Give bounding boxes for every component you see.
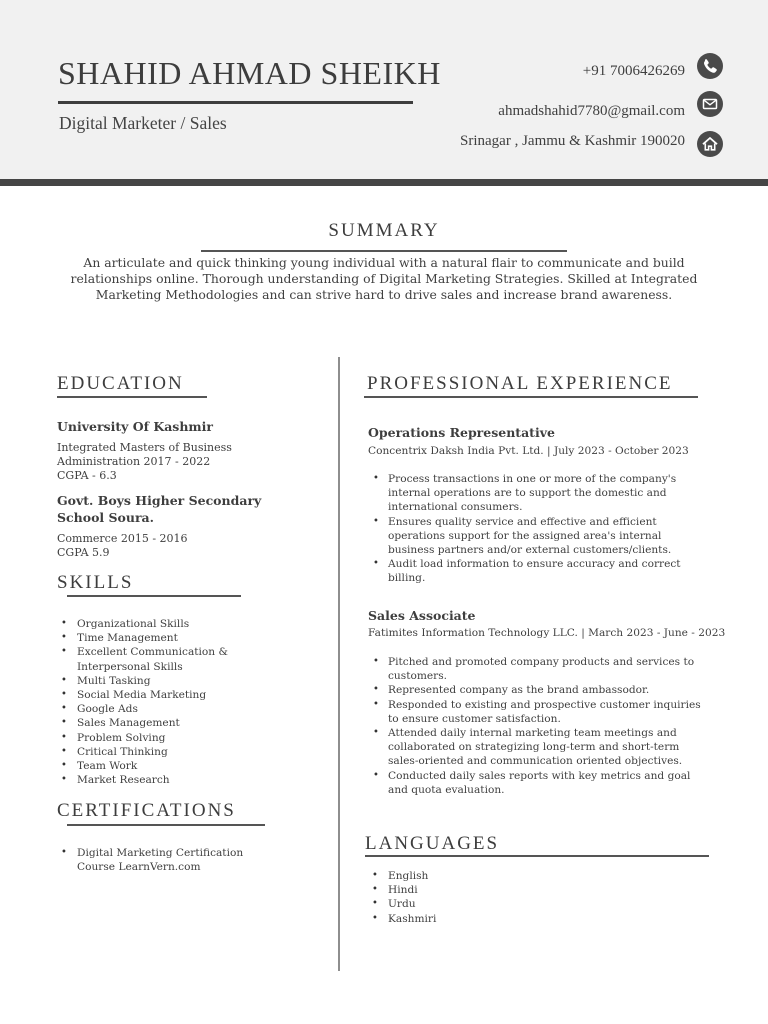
list-item: • Social Media Marketing: [57, 688, 237, 702]
email-address: ahmadshahid7780@gmail.com: [498, 103, 685, 119]
name-underline: [58, 101, 413, 104]
list-item: • Time Management: [57, 631, 237, 645]
column-divider: [338, 357, 340, 971]
list-item: • Hindi: [368, 883, 518, 897]
list-item: • Represented company as the brand ambassodor.: [368, 683, 708, 697]
education-title: EDUCATION: [57, 373, 184, 394]
education-rule: [57, 396, 207, 398]
list-item: • English: [368, 869, 518, 883]
education-institution: Govt. Boys Higher Secondary School Soura.: [57, 493, 262, 525]
list-item: • Multi Tasking: [57, 674, 237, 688]
summary-title: SUMMARY: [328, 220, 440, 241]
education-detail: Integrated Masters of Business: [57, 441, 232, 454]
education-detail: CGPA 5.9: [57, 546, 110, 559]
home-address: Srinagar , Jammu & Kashmir 190020: [460, 133, 685, 149]
certifications-list: [57, 846, 257, 874]
education-detail: Administration 2017 - 2022: [57, 455, 211, 468]
mail-icon: [697, 91, 723, 117]
list-item: • Attended daily internal marketing team meetings and collaborated on strategizing long-term and short-term sales-oriented and communication oriented objectives.: [368, 726, 708, 769]
experience-rule: [364, 396, 698, 398]
list-item: • Market Research: [57, 773, 237, 787]
list-item: • Urdu: [368, 897, 518, 911]
skills-rule: [67, 595, 241, 597]
job-bullets: [368, 655, 708, 797]
experience-title: PROFESSIONAL EXPERIENCE: [367, 373, 673, 394]
languages-title: LANGUAGES: [365, 833, 500, 854]
phone-icon: [697, 53, 723, 79]
phone-number: +91 7006426269: [582, 63, 685, 79]
list-item: • Ensures quality service and effective and efficient operations support for the assigned area's internal business partners and/or external customers/clients.: [368, 515, 708, 558]
list-item: • Team Work: [57, 759, 237, 773]
list-item: • Kashmiri: [368, 912, 518, 926]
languages-list: [368, 869, 518, 926]
certifications-rule: [67, 824, 265, 826]
job-company-dates: Fatimites Information Technology LLC. | March 2023 - June - 2023: [368, 627, 726, 639]
languages-rule: [365, 855, 709, 857]
job-title: Sales Associate: [368, 608, 476, 623]
candidate-name: SHAHID AHMAD SHEIKH: [58, 55, 441, 91]
list-item: • Responded to existing and prospective customer inquiries to ensure customer satisfaction.: [368, 698, 708, 726]
list-item: • Organizational Skills: [57, 617, 237, 631]
summary-rule: [201, 250, 567, 252]
job-title: Operations Representative: [368, 425, 555, 440]
education-detail: CGPA - 6.3: [57, 469, 117, 482]
home-icon: [697, 131, 723, 157]
list-item: • Pitched and promoted company products and services to customers.: [368, 655, 708, 683]
certifications-title: CERTIFICATIONS: [57, 800, 236, 821]
summary-text: An articulate and quick thinking young individual with a natural flair to communicate and build relationships online. Thorough understanding of Digital Marketing Strategies. Skilled at Integrated Marketing Methodologies and can strive hard to drive sales and increase brand awareness.: [70, 255, 698, 302]
list-item: • Conducted daily sales reports with key metrics and goal and quota evaluation.: [368, 769, 708, 797]
job-bullets: [368, 472, 708, 586]
list-item: • Sales Management: [57, 716, 237, 730]
list-item: • Excellent Communication & Interpersonal Skills: [57, 645, 237, 673]
list-item: • Audit load information to ensure accuracy and correct billing.: [368, 557, 708, 585]
candidate-tagline: Digital Marketer / Sales: [59, 113, 227, 133]
education-detail: Commerce 2015 - 2016: [57, 532, 188, 545]
header-bottom-bar: [0, 179, 768, 186]
list-item: • Critical Thinking: [57, 745, 237, 759]
list-item: • Digital Marketing Certification Course LearnVern.com: [57, 846, 257, 874]
list-item: • Problem Solving: [57, 731, 237, 745]
skills-title: SKILLS: [57, 572, 134, 593]
education-institution: University Of Kashmir: [57, 419, 213, 434]
job-company-dates: Concentrix Daksh India Pvt. Ltd. | July 2023 - October 2023: [368, 445, 689, 457]
list-item: • Process transactions in one or more of the company's internal operations are to support the domestic and international consumers.: [368, 472, 708, 515]
list-item: • Google Ads: [57, 702, 237, 716]
skills-list: [57, 617, 237, 787]
